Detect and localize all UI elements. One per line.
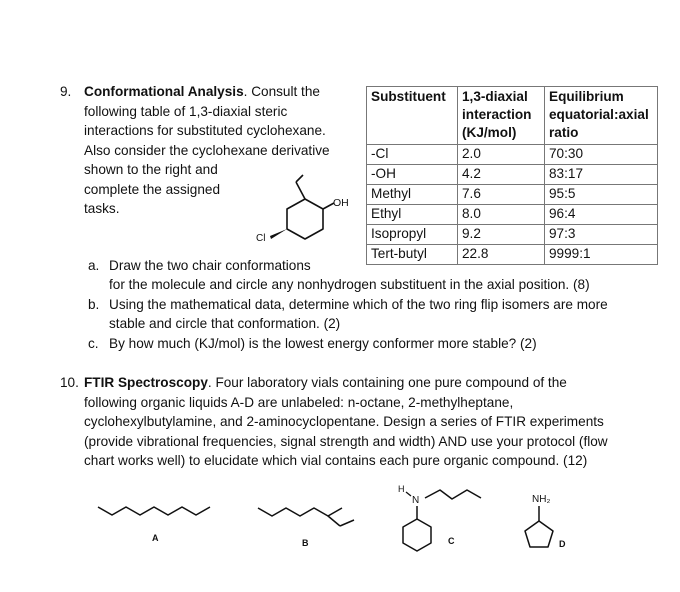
q9-intro-line: interactions for substituted cyclohexane. [84, 123, 326, 138]
task-c-marker: c. [88, 336, 99, 351]
task-a-line1: Draw the two chair conformations [109, 258, 311, 273]
table-cell: 97:3 [545, 225, 658, 245]
header-text: (KJ/mol) [462, 125, 517, 140]
q9-intro-line: complete the assigned [84, 181, 221, 197]
task-a-line2: for the molecule and circle any nonhydrogen substituent in the axial position. (8) [109, 277, 590, 292]
table-cell: 8.0 [458, 205, 545, 225]
task-b-marker: b. [88, 297, 100, 312]
table-row [367, 205, 658, 225]
table-cell: 9999:1 [545, 245, 658, 265]
table-cell: Ethyl [367, 205, 458, 225]
structures-row [90, 478, 590, 568]
task-c-line1: By how much (KJ/mol) is the lowest energy conformer more stable? (2) [109, 336, 537, 351]
q9-intro-line: tasks. [84, 201, 120, 216]
q9-intro-line: following table of 1,3-diaxial steric [84, 103, 288, 119]
table-cell: -Cl [367, 145, 458, 165]
q9-title: Conformational Analysis [84, 84, 244, 99]
structure-a [98, 507, 210, 543]
q10-line: cyclohexylbutylamine, and 2-aminocyclopentane. Design a series of FTIR experiments [84, 414, 604, 429]
q10-line: following organic liquids A-D are unlabeled: n-octane, 2-methylheptane, [84, 394, 514, 410]
q10-line: (provide vibrational frequencies, signal strength and width) AND use your protocol (flow [84, 433, 608, 449]
substituent-table [366, 86, 658, 265]
oh-label: OH [333, 197, 349, 209]
table-cell: 96:4 [545, 205, 658, 225]
cyclohexane-derivative-structure [250, 165, 350, 247]
header-ratio [545, 87, 658, 145]
structure-c-n-label: N [412, 495, 420, 506]
structure-label-d: D [559, 539, 566, 549]
table-row [367, 145, 658, 165]
table-cell: Isopropyl [367, 225, 458, 245]
q9-intro-line: shown to the right and [84, 162, 218, 177]
q10-line: . Four laboratory vials containing one pure compound of the [207, 375, 567, 390]
task-a-marker: a. [88, 258, 100, 273]
q10-title: FTIR Spectroscopy [84, 375, 208, 390]
table-cell: -OH [367, 165, 458, 185]
table-cell: 2.0 [458, 145, 545, 165]
q10-body [84, 373, 608, 471]
q10-line: chart works well) to elucidate which vial contains each pure organic compound. (12) [84, 453, 588, 468]
task-b-line2: stable and circle that conformation. (2) [109, 316, 341, 331]
cl-label: Cl [256, 233, 266, 244]
structure-b [258, 508, 354, 548]
table-cell: 70:30 [545, 145, 658, 165]
table-row [367, 225, 658, 245]
header-substituent [367, 87, 458, 145]
table-row [367, 185, 658, 205]
header-text: ratio [549, 125, 579, 140]
structure-c [398, 484, 481, 551]
table-cell: 7.6 [458, 185, 545, 205]
table-cell: Methyl [367, 185, 458, 205]
header-text: interaction [462, 107, 532, 122]
table-cell: 95:5 [545, 185, 658, 205]
header-text: Substituent [371, 89, 446, 104]
table-cell: 83:17 [545, 165, 658, 185]
structure-label-c: C [448, 536, 455, 546]
q9-intro-line: Also consider the cyclohexane derivative [84, 142, 330, 158]
table-row [367, 165, 658, 185]
task-b-line1: Using the mathematical data, determine which of the two ring flip isomers are more [109, 297, 608, 312]
table-row [367, 245, 658, 265]
table-cell: 22.8 [458, 245, 545, 265]
table-cell: 4.2 [458, 165, 545, 185]
q10-number: 10. [60, 375, 79, 390]
header-interaction [458, 87, 545, 145]
header-text: Equilibrium [549, 89, 624, 104]
table-cell: Tert-butyl [367, 245, 458, 265]
header-text: 1,3-diaxial [462, 89, 528, 104]
structure-c-h-label: H [398, 484, 405, 494]
structure-label-a: A [152, 533, 159, 543]
structure-d [525, 494, 566, 549]
table-cell: 9.2 [458, 225, 545, 245]
header-text: equatorial:axial [549, 107, 649, 122]
table-header-row [367, 87, 658, 145]
q9-number: 9. [60, 84, 72, 99]
q9-intro-line: . Consult the [243, 84, 320, 99]
structure-d-amine-label: NH₂ [532, 494, 551, 505]
structure-label-b: B [302, 538, 309, 548]
